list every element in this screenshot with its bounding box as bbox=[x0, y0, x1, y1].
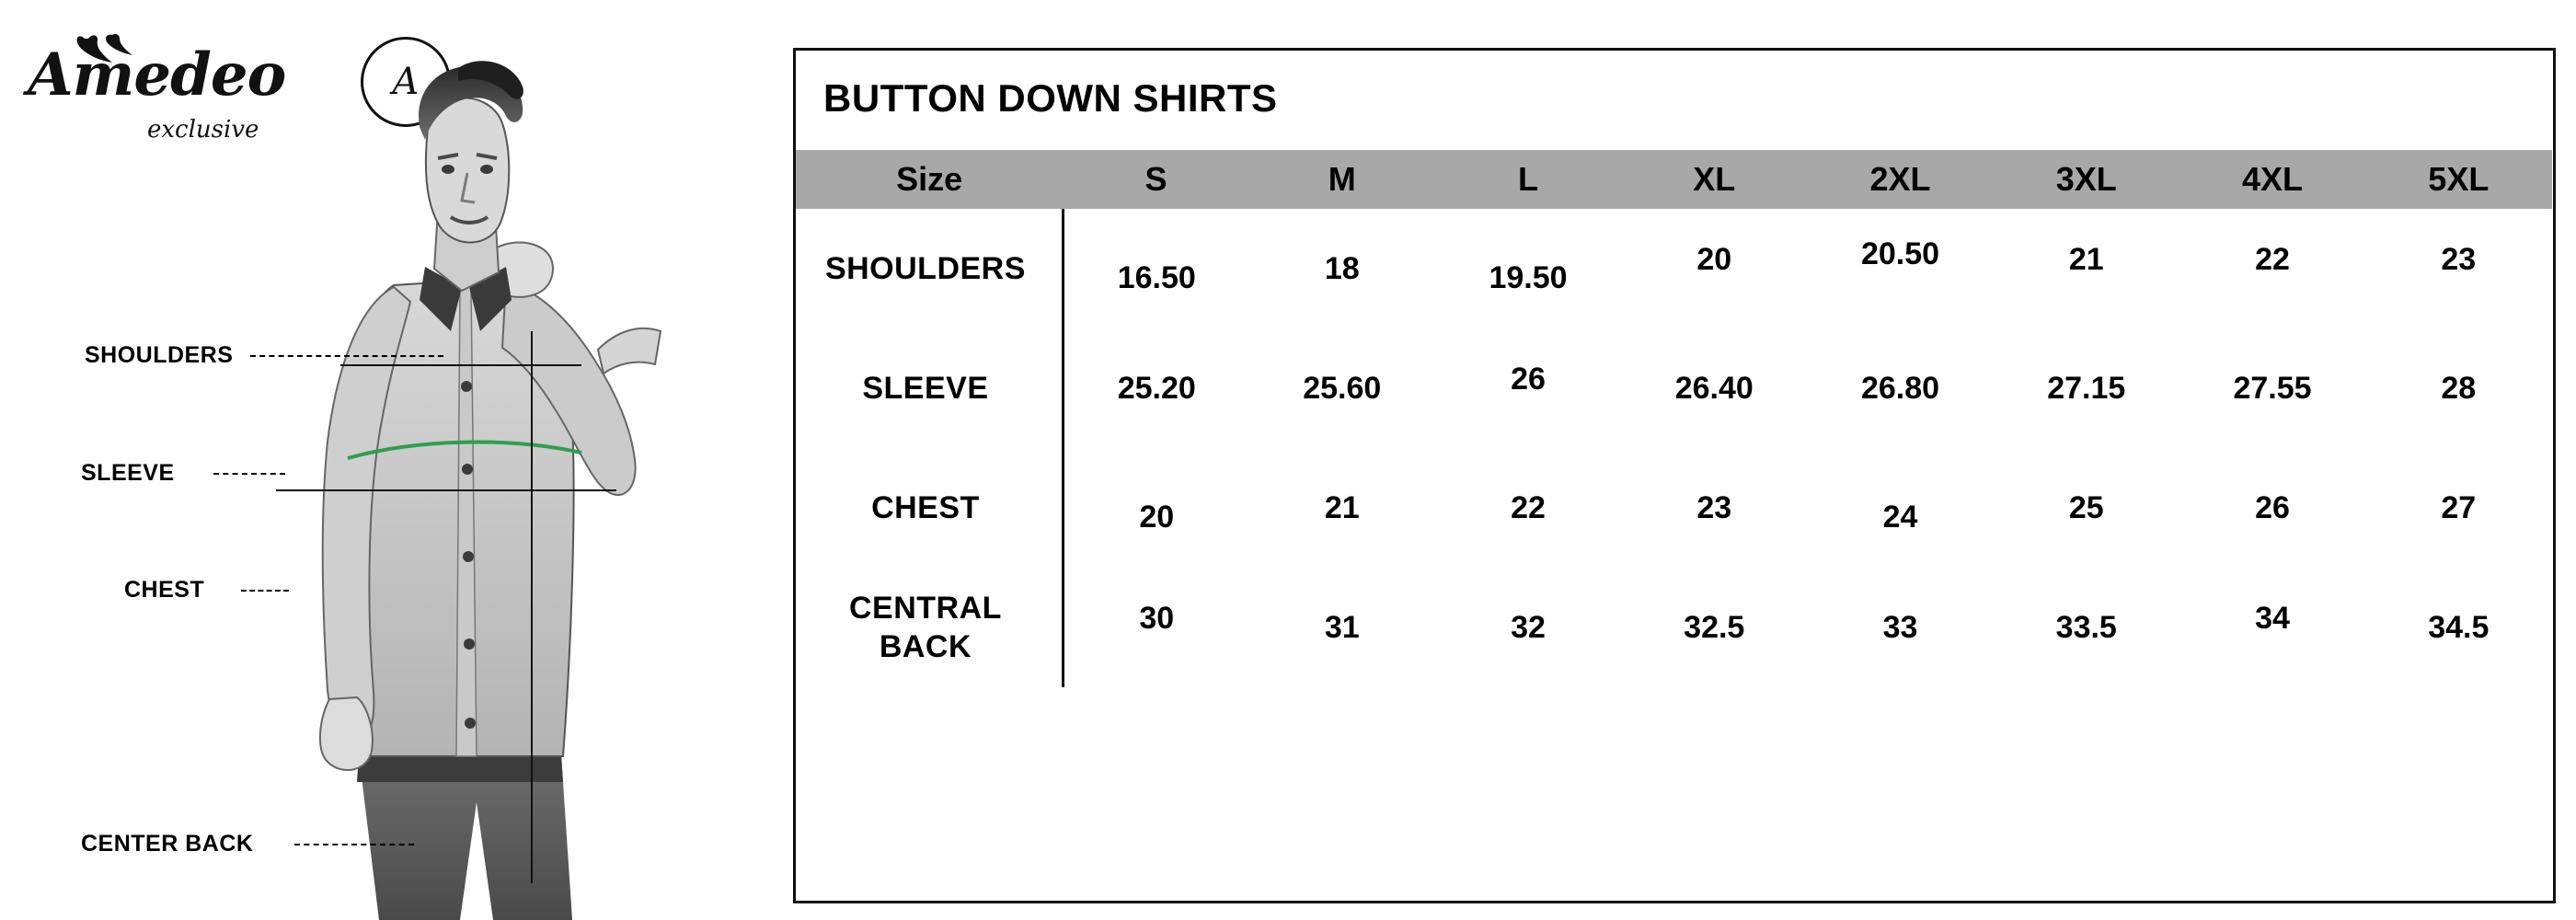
column-header-l: L bbox=[1435, 150, 1621, 209]
cell-sleeve-5xl: 28 bbox=[2441, 370, 2477, 406]
model-illustration bbox=[230, 55, 800, 920]
cell-sleeve-s: 25.20 bbox=[1117, 370, 1196, 406]
cell-chest-l: 22 bbox=[1511, 489, 1546, 525]
column-header-s: S bbox=[1063, 150, 1248, 209]
column-header-m: M bbox=[1249, 150, 1435, 209]
table-row bbox=[796, 448, 2552, 568]
row-label-chest: CHEST bbox=[796, 448, 1063, 568]
cell-shoulders-xl: 20 bbox=[1696, 241, 1732, 277]
cell-shoulders-s: 16.50 bbox=[1117, 259, 1196, 295]
cell-chest-2xl: 24 bbox=[1882, 499, 1918, 535]
size-table bbox=[796, 150, 2553, 687]
table-header-row bbox=[796, 150, 2552, 209]
column-header-xl: XL bbox=[1621, 150, 1807, 209]
cell-chest-5xl: 27 bbox=[2441, 489, 2477, 525]
cell-chest-m: 21 bbox=[1324, 489, 1360, 525]
table-title: BUTTON DOWN SHIRTS bbox=[823, 76, 1278, 120]
brand-tagline: exclusive bbox=[147, 116, 259, 144]
column-header-2xl: 2XL bbox=[1807, 150, 1993, 209]
leader-line-sleeve bbox=[213, 473, 285, 475]
cell-central-back-xl: 32.5 bbox=[1684, 609, 1745, 645]
size-table-panel bbox=[793, 48, 2556, 903]
cell-central-back-5xl: 34.5 bbox=[2428, 609, 2490, 645]
column-header-3xl: 3XL bbox=[1994, 150, 2179, 209]
cell-shoulders-m: 18 bbox=[1324, 250, 1360, 286]
cell-shoulders-2xl: 20.50 bbox=[1860, 236, 1940, 271]
cell-sleeve-2xl: 26.80 bbox=[1860, 370, 1940, 406]
brand-name: Amedeo bbox=[28, 40, 286, 109]
row-label-sleeve: SLEEVE bbox=[796, 328, 1063, 448]
cell-central-back-s: 30 bbox=[1139, 600, 1175, 636]
cell-central-back-3xl: 33.5 bbox=[2055, 609, 2117, 645]
table-row bbox=[796, 328, 2552, 448]
measure-line-center-back bbox=[531, 331, 533, 883]
callout-label-shoulders: SHOULDERS bbox=[85, 342, 234, 368]
row-label-central-back: CENTRAL BACK bbox=[796, 568, 1063, 687]
cell-central-back-4xl: 34 bbox=[2255, 600, 2290, 636]
cell-sleeve-3xl: 27.15 bbox=[2047, 370, 2126, 406]
column-header-size: Size bbox=[796, 150, 1063, 209]
cell-central-back-m: 31 bbox=[1324, 609, 1360, 645]
cell-sleeve-m: 25.60 bbox=[1303, 370, 1382, 406]
cell-chest-4xl: 26 bbox=[2255, 489, 2290, 525]
cell-shoulders-3xl: 21 bbox=[2068, 241, 2104, 277]
callout-label-center-back: CENTER BACK bbox=[81, 831, 254, 857]
table-row bbox=[796, 209, 2552, 328]
measure-line-sleeve bbox=[276, 489, 616, 491]
model-figure-svg bbox=[230, 55, 800, 920]
cell-shoulders-4xl: 22 bbox=[2255, 241, 2290, 277]
leader-line-center-back bbox=[294, 844, 414, 845]
diagram-panel bbox=[0, 0, 791, 920]
cell-sleeve-l: 26 bbox=[1511, 361, 1546, 397]
leader-line-chest bbox=[241, 590, 289, 592]
callout-label-chest: CHEST bbox=[124, 577, 205, 603]
column-header-5xl: 5XL bbox=[2365, 150, 2551, 209]
cell-shoulders-5xl: 23 bbox=[2441, 241, 2477, 277]
cell-central-back-2xl: 33 bbox=[1882, 609, 1918, 645]
cell-chest-s: 20 bbox=[1139, 499, 1175, 535]
column-header-4xl: 4XL bbox=[2179, 150, 2365, 209]
cell-central-back-l: 32 bbox=[1511, 609, 1546, 645]
cell-sleeve-xl: 26.40 bbox=[1674, 370, 1754, 406]
brand-badge-letter: A bbox=[392, 61, 420, 103]
row-label-shoulders: SHOULDERS bbox=[796, 209, 1063, 328]
table-row bbox=[796, 568, 2552, 687]
cell-chest-3xl: 25 bbox=[2068, 489, 2104, 525]
cell-chest-xl: 23 bbox=[1696, 489, 1732, 525]
cell-sleeve-4xl: 27.55 bbox=[2233, 370, 2312, 406]
callout-label-sleeve: SLEEVE bbox=[81, 460, 175, 486]
measure-line-shoulders bbox=[340, 364, 581, 366]
leader-line-shoulders bbox=[250, 355, 443, 357]
cell-shoulders-l: 19.50 bbox=[1489, 259, 1568, 295]
